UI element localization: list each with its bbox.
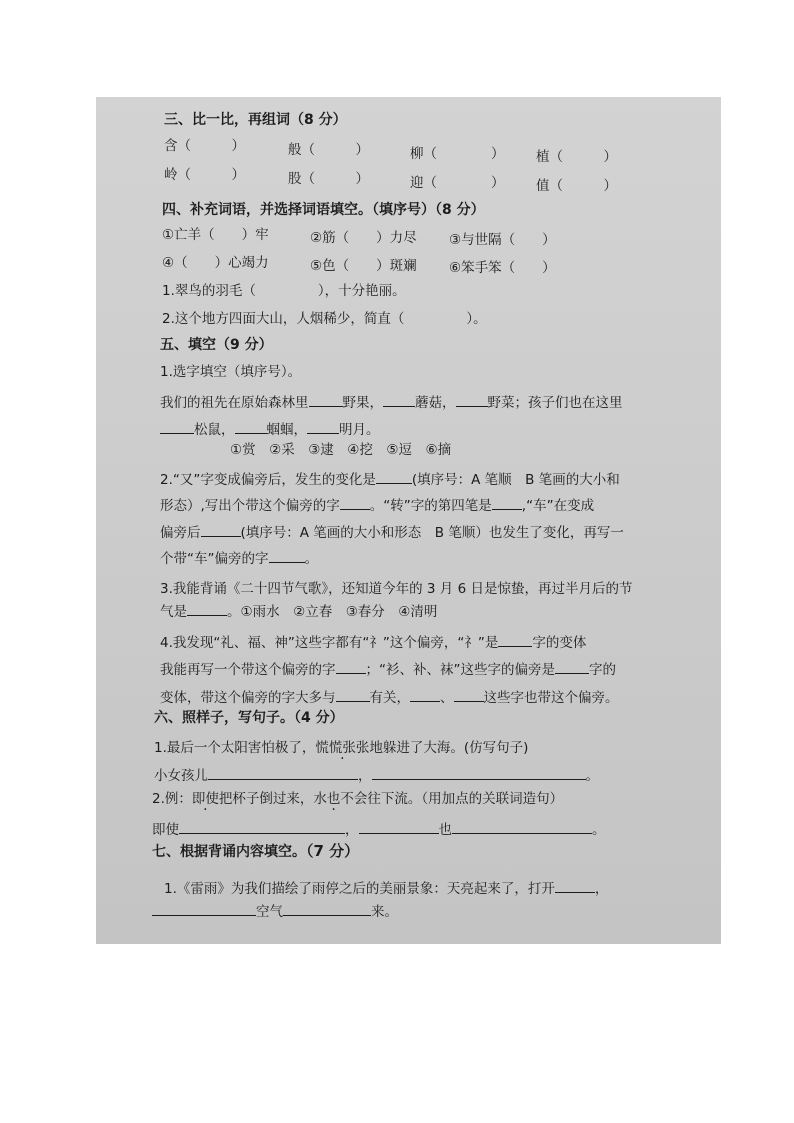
idiom-option: ②筋（ ）力尽 [310, 230, 417, 246]
answer-line[interactable] [452, 819, 592, 834]
answer-line[interactable] [372, 765, 586, 780]
section5-p4-line3: 变体，带这个偏旁的字大多与 有关， 、 这些字也带这个偏旁。 [160, 687, 619, 707]
blank-field[interactable] [498, 632, 532, 647]
answer-line[interactable] [152, 901, 256, 916]
section6-q1: 1.最后一个太阳害怕极了，慌慌张张地躲进了大海。(仿写句子) [154, 740, 529, 756]
section5-heading: 五、填空（9 分） [160, 337, 273, 353]
section7-q1-line1: 1.《雷雨》为我们描绘了雨停之后的美丽景象：天亮起来了，打开 ， [164, 878, 608, 898]
answer-line[interactable] [208, 765, 358, 780]
section3-heading: 三、比一比，再组词（8 分） [164, 112, 347, 128]
blank-field[interactable] [492, 495, 522, 510]
section5-p1-choices: ①赏 ②采 ③逮 ④挖 ⑤逗 ⑥摘 [230, 442, 452, 458]
section5-p4-line2: 我能再写一个带这个偏旁的字 ；“衫、补、袜”这些字的偏旁是 字的 [160, 659, 616, 679]
section6-q2: 2.例：即使把杯子倒过来，水也不会往下流。（用加点的关联词造句） [152, 791, 564, 807]
section5-p3-line1: 3.我能背诵《二十四节气歌》，还知道今年的 3 月 6 日是惊蛰，再过半月后的节 [160, 581, 633, 597]
blank-field[interactable] [201, 522, 241, 537]
section5-p1-line1: 我们的祖先在原始森林里 野果， 蘑菇， 野菜；孩子们也在这里 [160, 392, 623, 412]
section5-p2-line4: 个带“车”偏旁的字 。 [160, 548, 318, 568]
compare-item: 含（ ） [164, 138, 245, 154]
section5-p1-line2: 松鼠， 蝈蝈， 明月。 [160, 419, 380, 439]
blank-field[interactable] [187, 601, 227, 616]
section4-heading: 四、补充词语，并选择词语填空。（填序号）（8 分） [162, 202, 485, 218]
blank-field[interactable] [235, 419, 267, 434]
section4-q2: 2.这个地方四面大山，人烟稀少，简直（ ）。 [162, 311, 487, 327]
section6-q1-answer: 小女孩儿 ， 。 [154, 765, 599, 785]
section5-p1-title: 1.选字填空（填序号）。 [160, 364, 302, 380]
compare-item: 植（ ） [536, 149, 617, 165]
section7-heading: 七、根据背诵内容填空。（7 分） [152, 842, 360, 860]
blank-field[interactable] [383, 392, 415, 407]
compare-item: 迎（ ） [410, 175, 505, 191]
section4-q1: 1.翠鸟的羽毛（ ），十分艳丽。 [162, 283, 406, 299]
answer-line[interactable] [555, 878, 595, 893]
section7-q1-line2: 空气 来。 [152, 901, 398, 921]
exam-sheet-photo [96, 97, 721, 944]
idiom-option: ⑥笨手笨（ ） [449, 260, 556, 276]
blank-field[interactable] [309, 392, 343, 407]
answer-line[interactable] [283, 901, 371, 916]
section6-heading: 六、照样子，写句子。（4 分） [154, 710, 344, 726]
blank-field[interactable] [269, 548, 305, 563]
compare-item: 柳（ ） [410, 146, 505, 162]
blank-field[interactable] [456, 392, 488, 407]
section5-p4-line1: 4.我发现“礼、福、神”这些字都有“礻”这个偏旁，“礻”是 字的变体 [160, 632, 586, 652]
compare-item: 般（ ） [288, 142, 369, 158]
blank-field[interactable] [307, 419, 339, 434]
blank-field[interactable] [555, 659, 589, 674]
idiom-option: ①亡羊（ ）牢 [162, 227, 269, 243]
blank-field[interactable] [410, 687, 440, 702]
blank-field[interactable] [160, 419, 194, 434]
answer-line[interactable] [179, 819, 345, 834]
compare-item: 值（ ） [536, 178, 617, 194]
section6-q2-answer: 即使 ， 也 。 [152, 819, 606, 839]
blank-field[interactable] [336, 659, 366, 674]
compare-item: 岭（ ） [164, 167, 245, 183]
answer-line[interactable] [359, 819, 439, 834]
compare-item: 股（ ） [288, 171, 369, 187]
section5-p2-line1: 2.“又”字变成偏旁后，发生的变化是 (填序号：A 笔顺 B 笔画的大小和 [160, 469, 620, 489]
blank-field[interactable] [340, 495, 370, 510]
idiom-option: ④（ ）心竭力 [162, 255, 269, 271]
blank-field[interactable] [454, 687, 484, 702]
blank-field[interactable] [336, 687, 370, 702]
blank-field[interactable] [376, 469, 412, 484]
section5-p2-line3: 偏旁后 (填序号：A 笔画的大小和形态 B 笔顺）也发生了变化，再写一 [160, 522, 624, 542]
idiom-option: ⑤色（ ）斑斓 [310, 258, 417, 274]
section5-p2-line2: 形态）,写出个带这个偏旁的字 。“转”字的第四笔是 ,“车”在变成 [160, 495, 594, 515]
section5-p3-line2: 气是 。①雨水 ②立春 ③春分 ④清明 [160, 601, 437, 621]
idiom-option: ③与世隔（ ） [449, 232, 556, 248]
